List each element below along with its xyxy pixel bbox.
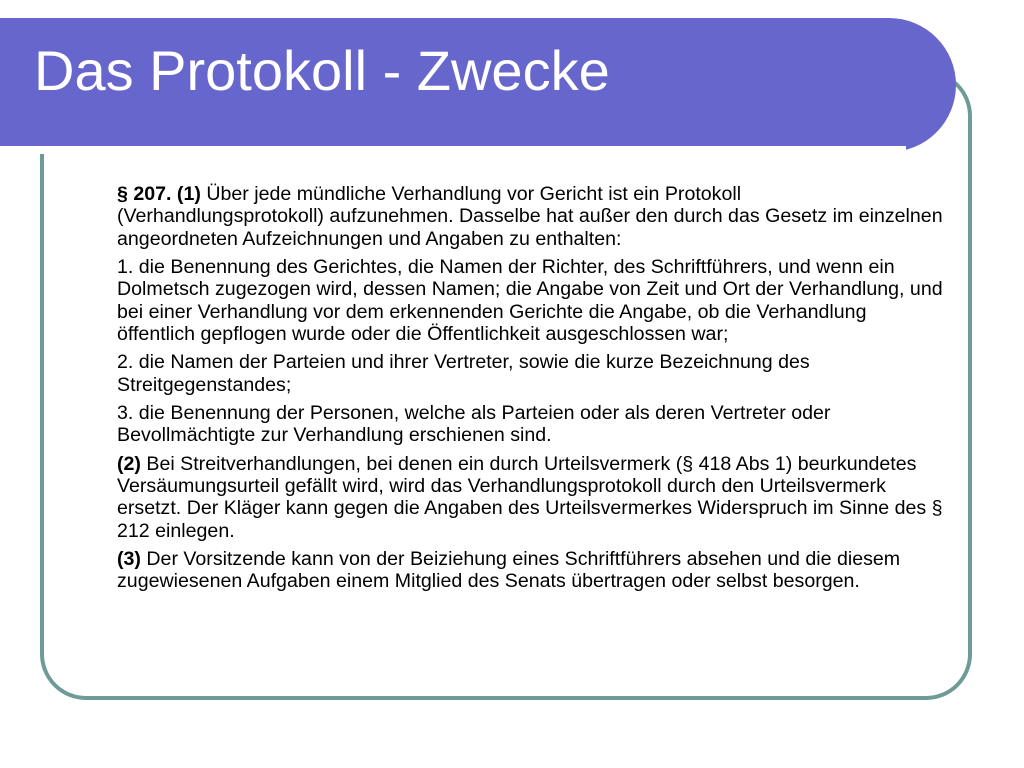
- paragraph-section-3: [117, 548, 949, 593]
- paragraph-text: Der Vorsitzende kann von der Beiziehung eines Schriftführers absehen und die diesem zugewiesenen Aufgaben einem Mitglied des Senats übertragen oder selbst besorgen.: [117, 547, 901, 593]
- paragraph-item-2: [117, 351, 949, 396]
- paragraph-section-207-1: [117, 183, 949, 250]
- paragraph-item-3: [117, 402, 949, 447]
- paragraph-text: Bei Streitverhandlungen, bei denen ein durch Urteilsvermerk (§ 418 Abs 1) beurkundetes Versäumungsurteil gefällt wird, wird das Verhandlungsprotokoll durch den Urteilsvermerk ersetzt. Der Kläger kann gegen die Angaben des Urteilsvermerkes Widerspruch im Sinne des § 212 einlegen.: [117, 452, 943, 542]
- body-text: [117, 183, 949, 599]
- paragraph-text: 3. die Benennung der Personen, welche als Parteien oder als deren Vertreter oder Bevollmächtigte zur Verhandlung erschienen sind.: [117, 401, 831, 447]
- title-underline: [0, 146, 906, 154]
- paragraph-item-1: [117, 256, 949, 345]
- paragraph-text: 1. die Benennung des Gerichtes, die Namen der Richter, des Schriftführers, und wenn ein Dolmetsch zugezogen wird, dessen Namen; die Angabe von Zeit und Ort der Verhandlung, und bei einer Verhandlung vor dem erkennenden Gerichte die Angabe, ob die Verhandlung öffentlich gepflogen wurde oder die Öffentlichkeit ausgeschlossen war;: [117, 255, 943, 345]
- paragraph-label: (2): [117, 452, 141, 475]
- slide-title: Das Protokoll - Zwecke: [34, 39, 610, 102]
- paragraph-text: 2. die Namen der Parteien und ihrer Vertreter, sowie die kurze Bezeichnung des Streitgegenstandes;: [117, 351, 810, 396]
- paragraph-label: (3): [117, 547, 141, 570]
- paragraph-section-2: [117, 453, 949, 542]
- paragraph-label: § 207. (1): [117, 183, 201, 205]
- paragraph-text: Über jede mündliche Verhandlung vor Gericht ist ein Protokoll (Verhandlungsprotokoll) aufzunehmen. Dasselbe hat außer den durch das Gesetz im einzelnen angeordneten Aufzeichnungen und Angaben zu enthalten:: [117, 183, 943, 250]
